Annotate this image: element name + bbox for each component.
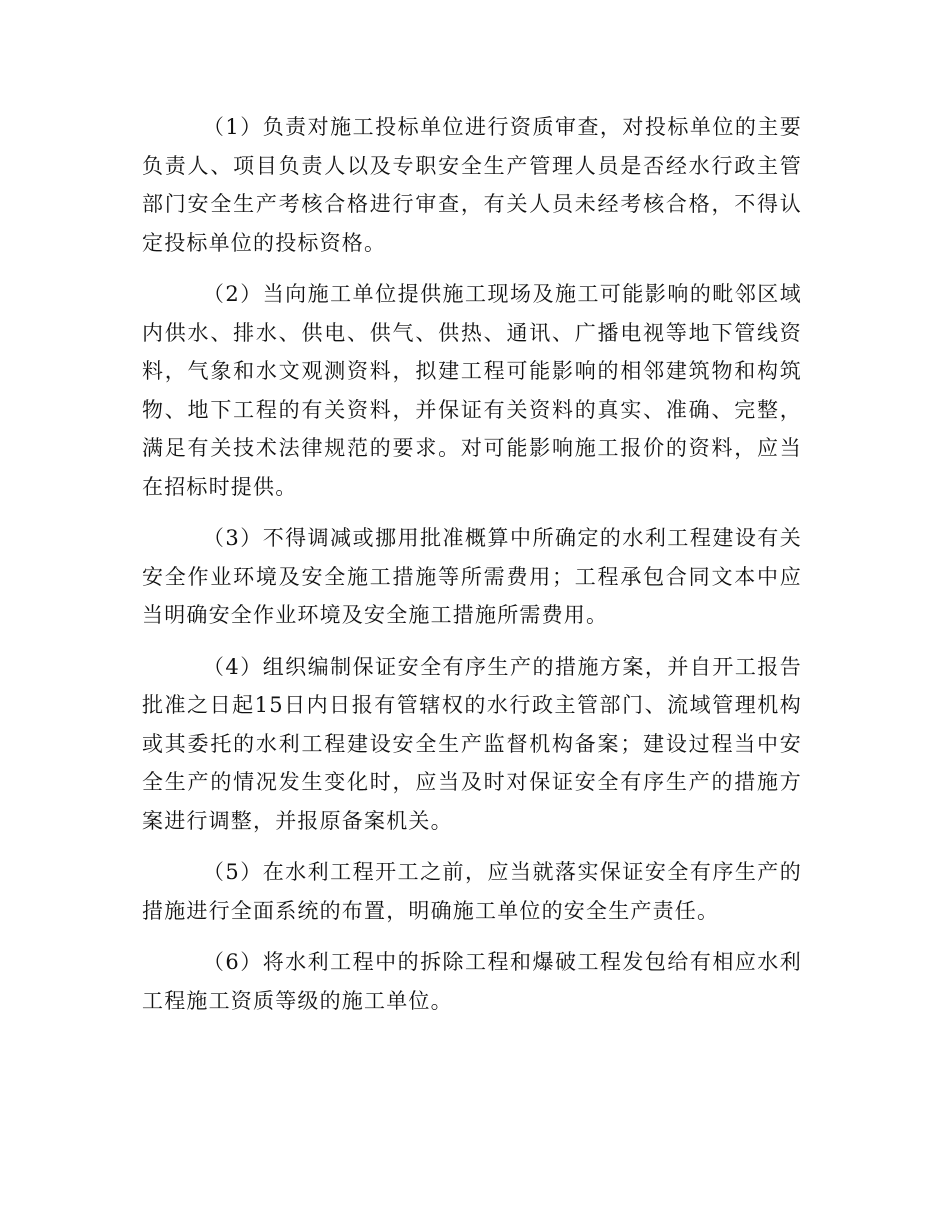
paragraph-1: （1）负责对施工投标单位进行资质审查，对投标单位的主要负责人、项目负责人以及专职安全生产管理人员是否经水行政主管部门安全生产考核合格进行审查，有关人员未经考核合格，不得认定投标单位的投标资格。 [142, 115, 802, 255]
paragraph-5: （5）在水利工程开工之前，应当就落实保证安全有序生产的措施进行全面系统的布置，明确施工单位的安全生产责任。 [142, 860, 802, 923]
paragraph-4: （4）组织编制保证安全有序生产的措施方案，并自开工报告批准之日起15日内日报有管辖权的水行政主管部门、流域管理机构或其委托的水利工程建设安全生产监督机构备案；建设过程当中安全生产的情况发生变化时，应当及时对保证安全有序生产的措施方案进行调整，并报原备案机关。 [142, 654, 802, 833]
paragraph-3: （3）不得调减或挪用批准概算中所确定的水利工程建设有关安全作业环境及安全施工措施等所需费用；工程承包合同文本中应当明确安全作业环境及安全施工措施所需费用。 [142, 526, 802, 627]
document-body [142, 108, 802, 1033]
paragraph-2: （2）当向施工单位提供施工现场及施工可能影响的毗邻区域内供水、排水、供电、供气、供热、通讯、广播电视等地下管线资料，气象和水文观测资料，拟建工程可能影响的相邻建筑物和构筑物、地下工程的有关资料，并保证有关资料的真实、准确、完整，满足有关技术法律规范的要求。对可能影响施工报价的资料，应当在招标时提供。 [142, 282, 802, 499]
paragraph-6: （6）将水利工程中的拆除工程和爆破工程发包给有相应水利工程施工资质等级的施工单位。 [142, 950, 802, 1013]
